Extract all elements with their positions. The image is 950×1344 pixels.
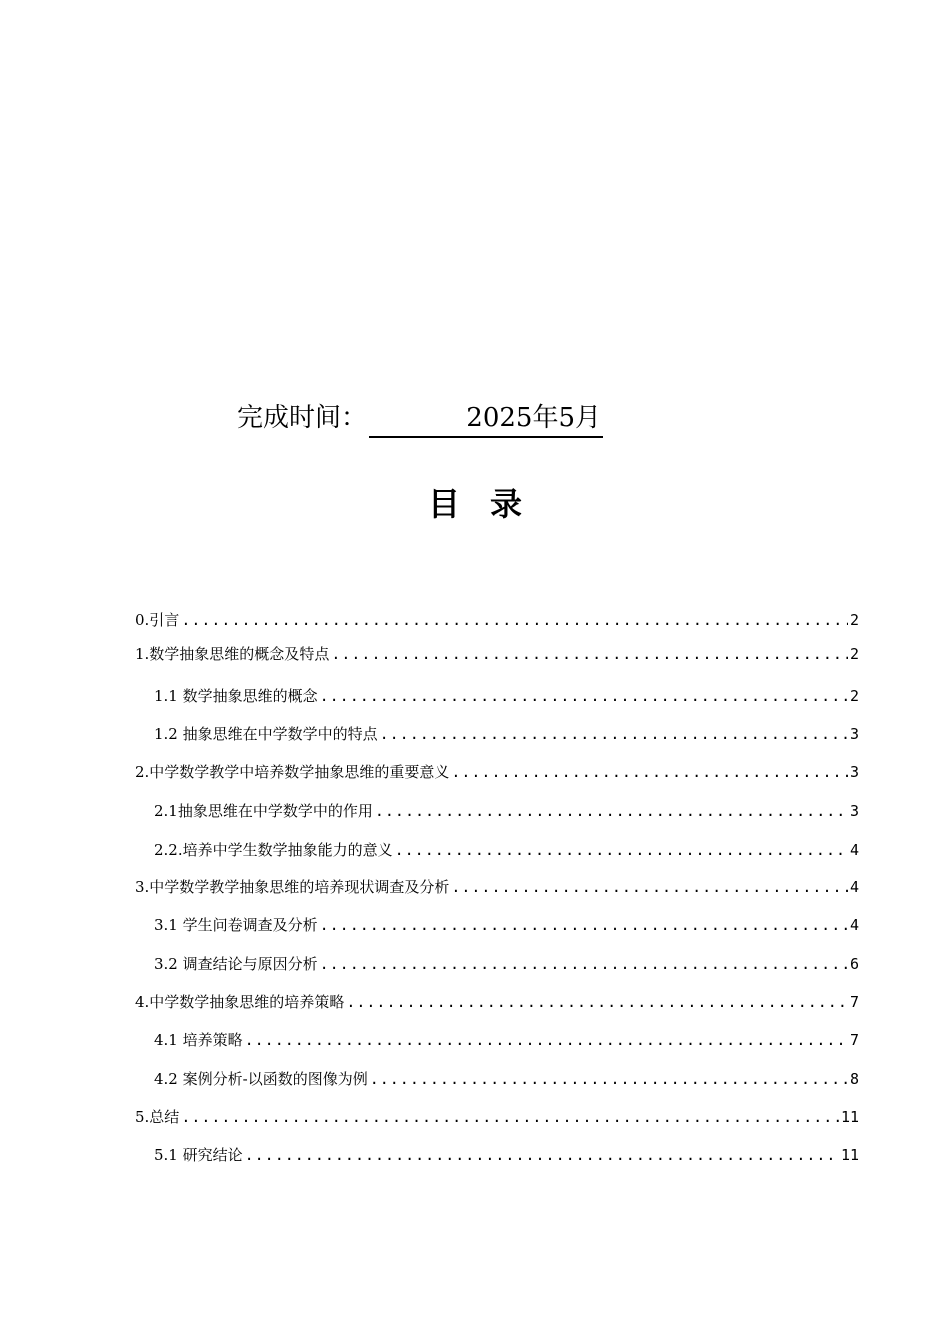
toc-entry-page: 3 xyxy=(849,725,859,743)
toc-leader-dots xyxy=(370,1067,848,1091)
toc-entry[interactable] xyxy=(135,1105,859,1129)
toc-leader-dots xyxy=(245,1028,848,1052)
toc-entry-label: 1.2 抽象思维在中学数学中的特点 xyxy=(154,725,378,743)
toc-entry[interactable] xyxy=(154,1143,859,1167)
toc-leader-dots xyxy=(331,642,848,666)
toc-entry-label: 4.中学数学抽象思维的培养策略 xyxy=(135,993,345,1011)
toc-entry-label: 5.总结 xyxy=(135,1108,180,1126)
toc-entry-page: 11 xyxy=(840,1146,859,1164)
toc-leader-dots xyxy=(451,760,848,784)
toc-entry[interactable] xyxy=(154,1028,859,1052)
toc-entry-page: 2 xyxy=(849,645,859,663)
toc-entry-page: 7 xyxy=(849,993,859,1011)
toc-entry-page: 2 xyxy=(849,611,859,629)
toc-leader-dots xyxy=(451,875,848,899)
toc-entry[interactable] xyxy=(154,684,859,708)
toc-entry-label: 2.2.培养中学生数学抽象能力的意义 xyxy=(154,841,393,859)
toc-entry-label: 2.1抽象思维在中学数学中的作用 xyxy=(154,802,373,820)
toc-leader-dots xyxy=(181,608,848,632)
toc-leader-dots xyxy=(346,990,848,1014)
toc-entry[interactable] xyxy=(154,722,859,746)
toc-leader-dots xyxy=(245,1143,839,1167)
toc-entry-label: 0.引言 xyxy=(135,611,180,629)
toc-entry-label: 3.2 调查结论与原因分析 xyxy=(154,955,318,973)
toc-leader-dots xyxy=(320,952,848,976)
toc-entry-page: 3 xyxy=(849,763,859,781)
toc-entry-label: 2.中学数学教学中培养数学抽象思维的重要意义 xyxy=(135,763,450,781)
toc-entry-label: 1.1 数学抽象思维的概念 xyxy=(154,687,318,705)
toc-entry-page: 8 xyxy=(849,1070,859,1088)
toc-title: 目录 xyxy=(427,485,552,523)
toc-entry-label: 5.1 研究结论 xyxy=(154,1146,243,1164)
toc-entry[interactable] xyxy=(154,1067,859,1091)
toc-leader-dots xyxy=(375,799,848,823)
toc-entry-page: 2 xyxy=(849,687,859,705)
toc-entry-page: 4 xyxy=(849,916,859,934)
toc-entry[interactable] xyxy=(154,952,859,976)
toc-entry-label: 3.中学数学教学抽象思维的培养现状调查及分析 xyxy=(135,878,450,896)
completion-time-label: 完成时间： xyxy=(237,403,368,433)
completion-time xyxy=(237,400,603,438)
toc-entry-label: 3.1 学生问卷调查及分析 xyxy=(154,916,318,934)
toc-entry[interactable] xyxy=(135,875,859,899)
toc-entry-page: 4 xyxy=(849,841,859,859)
toc-entry-page: 7 xyxy=(849,1031,859,1049)
toc-entry-page: 3 xyxy=(849,802,859,820)
toc-leader-dots xyxy=(380,722,848,746)
completion-time-value: 2025年5月 xyxy=(369,400,603,438)
toc-entry[interactable] xyxy=(154,913,859,937)
toc-entry-page: 4 xyxy=(849,878,859,896)
toc-leader-dots xyxy=(320,913,848,937)
toc-entry-label: 4.1 培养策略 xyxy=(154,1031,243,1049)
toc-leader-dots xyxy=(320,684,848,708)
toc-entry[interactable] xyxy=(135,760,859,784)
toc-entry[interactable] xyxy=(135,608,859,632)
toc-entry[interactable] xyxy=(154,799,859,823)
toc-entry-label: 4.2 案例分析-以函数的图像为例 xyxy=(154,1070,368,1088)
toc-leader-dots xyxy=(395,838,848,862)
toc-entry-label: 1.数学抽象思维的概念及特点 xyxy=(135,645,330,663)
toc-entry[interactable] xyxy=(135,990,859,1014)
toc-entry[interactable] xyxy=(154,838,859,862)
toc-entry-page: 11 xyxy=(840,1108,859,1126)
toc-entry-page: 6 xyxy=(849,955,859,973)
toc-leader-dots xyxy=(181,1105,839,1129)
toc-entry[interactable] xyxy=(135,642,859,666)
